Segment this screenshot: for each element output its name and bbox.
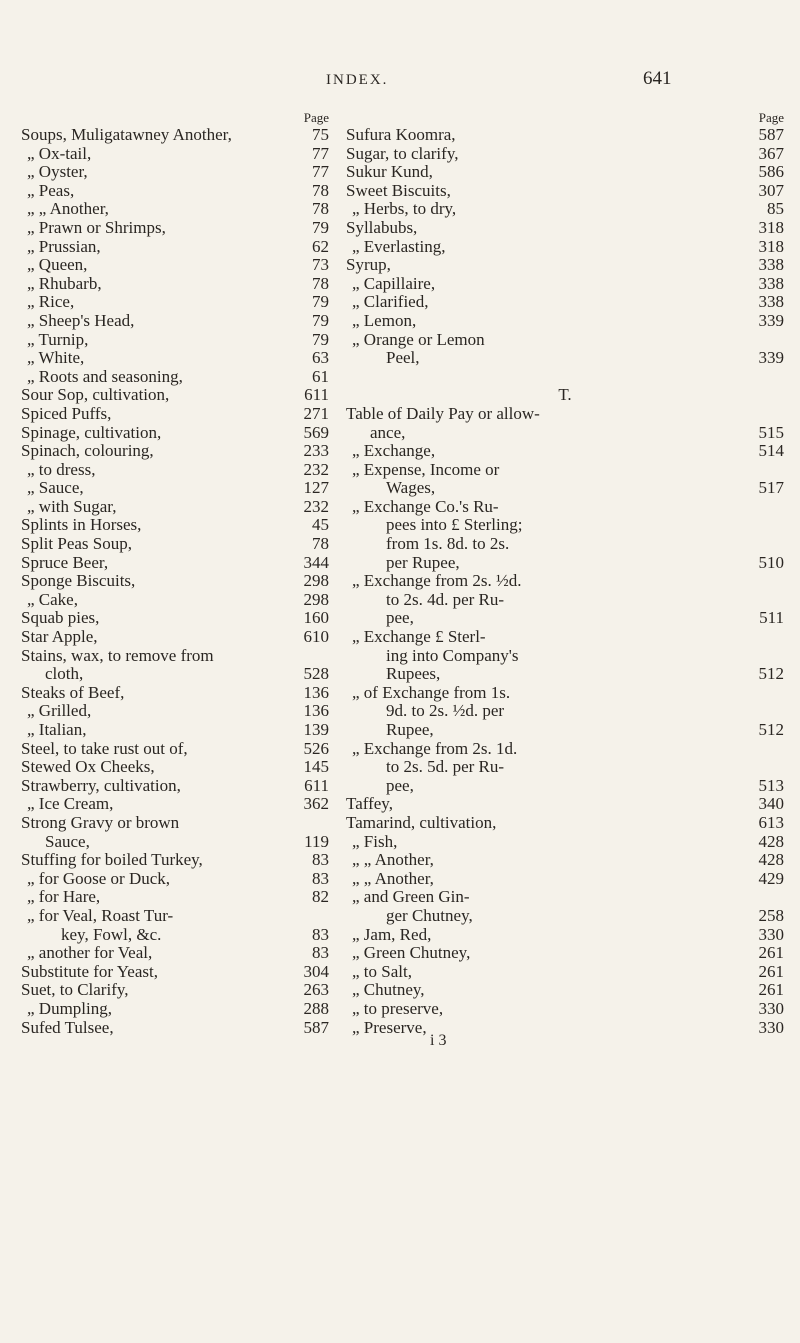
entry-text: „ another for Veal, xyxy=(27,943,153,963)
entry-text: „ Rice, xyxy=(27,292,75,312)
entry-page-number: 85 xyxy=(767,199,784,219)
index-entry xyxy=(346,572,784,591)
index-entry xyxy=(346,331,784,350)
entry-page-number: 330 xyxy=(758,1017,784,1037)
index-entry xyxy=(346,628,784,647)
entry-page-number: 63 xyxy=(312,348,329,368)
section-letter xyxy=(346,386,784,405)
entry-page-number: 73 xyxy=(312,255,329,275)
entry-text: ance, xyxy=(370,422,406,442)
index-entry xyxy=(21,758,329,777)
index-entry xyxy=(21,870,329,889)
index-entry xyxy=(346,591,784,610)
index-entry xyxy=(21,498,329,517)
entry-text: Sour Sop, cultivation, xyxy=(21,385,170,405)
index-entry xyxy=(21,479,329,498)
index-entry xyxy=(346,461,784,480)
index-entry xyxy=(21,200,329,219)
index-entry xyxy=(21,851,329,870)
entry-page-number: 613 xyxy=(758,812,784,832)
entry-text: „ Prussian, xyxy=(27,236,101,256)
index-column-left xyxy=(21,110,329,1037)
index-entry xyxy=(21,814,329,833)
entry-page-number: 82 xyxy=(312,887,329,907)
index-entry xyxy=(346,442,784,461)
index-entry xyxy=(346,238,784,257)
entry-page-number: 78 xyxy=(312,534,329,554)
entry-text: Substitute for Yeast, xyxy=(21,961,158,981)
entry-page-number: 79 xyxy=(312,292,329,312)
entry-page-number: 512 xyxy=(758,720,784,739)
entry-page-number: 367 xyxy=(758,143,784,163)
index-entry xyxy=(346,516,784,535)
entry-page-number: 261 xyxy=(758,980,784,1000)
entry-text: „ Rhubarb, xyxy=(27,273,102,293)
entry-page-number: 61 xyxy=(312,366,329,386)
entry-page-number: 318 xyxy=(758,217,784,237)
entry-page-number: 78 xyxy=(312,180,329,200)
index-entry xyxy=(346,665,784,684)
entry-page-number: 586 xyxy=(758,162,784,182)
entry-text: Steaks of Beef, xyxy=(21,682,125,702)
entry-text: „ Peas, xyxy=(27,180,75,200)
index-entry xyxy=(21,386,329,405)
index-entry xyxy=(21,126,329,145)
entry-text: Syrup, xyxy=(346,255,391,275)
index-entry xyxy=(21,740,329,759)
entry-text: „ Exchange from 2s. ½d. xyxy=(352,571,522,591)
entry-page-number: 510 xyxy=(758,552,784,572)
entry-text: „ Everlasting, xyxy=(352,236,446,256)
entry-text: Rupees, xyxy=(386,664,441,684)
entry-text: to 2s. 4d. per Ru- xyxy=(386,589,505,609)
index-entry xyxy=(21,1019,329,1038)
index-entry xyxy=(346,981,784,1000)
entry-text: Stains, wax, to remove from xyxy=(21,645,214,665)
entry-page-number: 429 xyxy=(758,868,784,888)
index-entry xyxy=(346,535,784,554)
entry-page-number: 587 xyxy=(758,125,784,144)
index-entry xyxy=(21,331,329,350)
index-entry xyxy=(346,758,784,777)
index-entry xyxy=(346,1000,784,1019)
index-entry xyxy=(346,777,784,796)
index-entry xyxy=(346,851,784,870)
index-entry xyxy=(346,200,784,219)
entry-text: „ Herbs, to dry, xyxy=(352,199,457,219)
entry-page-number: 362 xyxy=(303,794,329,814)
entry-page-number: 83 xyxy=(312,850,329,870)
index-entry xyxy=(21,516,329,535)
index-entry xyxy=(21,368,329,387)
entry-text: „ „ Another, xyxy=(27,199,109,219)
index-entry xyxy=(21,647,329,666)
index-entry xyxy=(346,145,784,164)
entry-text: Strong Gravy or brown xyxy=(21,812,180,832)
entry-page-number: 307 xyxy=(758,180,784,200)
index-entry xyxy=(346,293,784,312)
entry-page-number: 232 xyxy=(303,459,329,479)
entry-text: „ Preserve, xyxy=(352,1017,427,1037)
index-entry xyxy=(21,888,329,907)
index-entry xyxy=(346,907,784,926)
entry-page-number: 339 xyxy=(758,310,784,330)
index-entry xyxy=(21,293,329,312)
entry-text: „ to dress, xyxy=(27,459,96,479)
page-column-label: Page xyxy=(758,110,784,125)
entry-text: per Rupee, xyxy=(386,552,460,572)
running-title: INDEX. xyxy=(326,72,389,88)
entry-text: Squab pies, xyxy=(21,608,100,628)
entry-text: „ „ Another, xyxy=(352,850,434,870)
index-entry xyxy=(346,312,784,331)
entry-page-number: 611 xyxy=(304,385,329,405)
entry-text: „ and Green Gin- xyxy=(352,887,470,907)
index-entry xyxy=(21,981,329,1000)
entry-text: key, Fowl, &c. xyxy=(61,924,162,944)
entry-page-number: 83 xyxy=(312,924,329,944)
index-entry xyxy=(346,702,784,721)
index-entry xyxy=(21,554,329,573)
entry-text: pees into £ Sterling; xyxy=(386,515,523,535)
index-entry xyxy=(21,684,329,703)
entry-text: to 2s. 5d. per Ru- xyxy=(386,757,505,777)
entry-text: Star Apple, xyxy=(21,627,98,647)
index-entry xyxy=(21,628,329,647)
entry-page-number: 338 xyxy=(758,292,784,312)
index-entry xyxy=(346,405,784,424)
entry-text: Peel, xyxy=(386,348,420,368)
entry-page-number: 528 xyxy=(303,664,329,684)
entry-page-number: 145 xyxy=(303,757,329,777)
entry-text: Sponge Biscuits, xyxy=(21,571,136,591)
entry-text: „ to preserve, xyxy=(352,998,444,1018)
entry-page-number: 318 xyxy=(758,236,784,256)
entry-page-number: 517 xyxy=(758,478,784,498)
index-entry xyxy=(346,219,784,238)
entry-text: Sweet Biscuits, xyxy=(346,180,451,200)
entry-text: Spruce Beer, xyxy=(21,552,109,572)
entry-text: Sufura Koomra, xyxy=(346,125,456,144)
index-entry xyxy=(21,442,329,461)
entry-text: „ Ice Cream, xyxy=(27,794,114,814)
page-header xyxy=(0,68,800,96)
entry-text: „ „ Another, xyxy=(352,868,434,888)
entry-page-number: 127 xyxy=(303,478,329,498)
entry-text: T. xyxy=(558,385,572,405)
entry-text: „ Ox-tail, xyxy=(27,143,92,163)
entry-text: „ Orange or Lemon xyxy=(352,329,485,349)
index-entry xyxy=(21,256,329,275)
entry-page-number: 79 xyxy=(312,217,329,237)
entry-text: pee, xyxy=(386,608,414,628)
entry-page-number: 77 xyxy=(312,143,329,163)
entry-text: „ Exchange from 2s. 1d. xyxy=(352,738,518,758)
entry-text: Split Peas Soup, xyxy=(21,534,132,554)
index-entry xyxy=(21,275,329,294)
entry-text: „ Exchange Co.'s Ru- xyxy=(352,496,499,516)
index-entry xyxy=(21,405,329,424)
entry-page-number: 610 xyxy=(303,627,329,647)
index-entry xyxy=(346,1019,784,1038)
entry-page-number: 232 xyxy=(303,496,329,516)
entry-page-number: 330 xyxy=(758,998,784,1018)
entry-page-number: 79 xyxy=(312,310,329,330)
entry-page-number: 513 xyxy=(758,775,784,795)
entry-page-number: 587 xyxy=(303,1017,329,1037)
entry-text: ing into Company's xyxy=(386,645,519,665)
entry-text: „ Cake, xyxy=(27,589,78,609)
entry-text: „ White, xyxy=(27,348,85,368)
index-entry xyxy=(346,814,784,833)
entry-page-number: 340 xyxy=(758,794,784,814)
entry-text: cloth, xyxy=(45,664,84,684)
entry-page-number: 271 xyxy=(303,403,329,423)
entry-text: „ for Hare, xyxy=(27,887,101,907)
entry-page-number: 514 xyxy=(758,441,784,461)
entry-text: „ Exchange £ Sterl- xyxy=(352,627,486,647)
entry-text: „ with Sugar, xyxy=(27,496,117,516)
entry-page-number: 119 xyxy=(304,831,329,851)
index-entry xyxy=(346,833,784,852)
entry-text: „ Lemon, xyxy=(352,310,417,330)
entry-text: „ Chutney, xyxy=(352,980,425,1000)
entry-text: „ Sheep's Head, xyxy=(27,310,135,330)
entry-text: „ Expense, Income or xyxy=(352,459,500,479)
entry-page-number: 62 xyxy=(312,236,329,256)
index-entry xyxy=(346,740,784,759)
page-number: 641 xyxy=(643,68,672,89)
index-entry xyxy=(346,609,784,628)
entry-page-number: 511 xyxy=(759,608,784,628)
index-entry xyxy=(346,126,784,145)
index-entry xyxy=(21,609,329,628)
entry-page-number: 298 xyxy=(303,589,329,609)
entry-text: „ for Veal, Roast Tur- xyxy=(27,905,174,925)
entry-page-number: 261 xyxy=(758,943,784,963)
entry-text: Sauce, xyxy=(45,831,90,851)
entry-page-number: 136 xyxy=(303,701,329,721)
entry-page-number: 139 xyxy=(303,720,329,739)
index-entry xyxy=(21,665,329,684)
entry-text: ger Chutney, xyxy=(386,905,473,925)
entry-text: „ Fish, xyxy=(352,831,398,851)
entry-text: „ to Salt, xyxy=(352,961,412,981)
index-entry xyxy=(346,349,784,368)
entry-page-number: 45 xyxy=(312,515,329,535)
entry-text: Steel, to take rust out of, xyxy=(21,738,188,758)
entry-text: Sugar, to clarify, xyxy=(346,143,459,163)
index-entry xyxy=(21,926,329,945)
index-entry xyxy=(21,461,329,480)
index-entry xyxy=(346,647,784,666)
index-entry xyxy=(346,684,784,703)
index-entry xyxy=(346,498,784,517)
index-entry xyxy=(21,572,329,591)
entry-text: „ Green Chutney, xyxy=(352,943,471,963)
entry-page-number: 233 xyxy=(303,441,329,461)
index-entry xyxy=(346,926,784,945)
entry-text: Tamarind, cultivation, xyxy=(346,812,497,832)
entry-text: „ Jam, Red, xyxy=(352,924,432,944)
index-entry xyxy=(21,219,329,238)
entry-text: 9d. to 2s. ½d. per xyxy=(386,701,505,721)
entry-text: Strawberry, cultivation, xyxy=(21,775,181,795)
entry-text: „ Dumpling, xyxy=(27,998,112,1018)
entry-page-number: 339 xyxy=(758,348,784,368)
index-entry xyxy=(346,721,784,740)
entry-page-number: 428 xyxy=(758,831,784,851)
entry-text: „ Roots and seasoning, xyxy=(27,366,183,386)
entry-page-number: 512 xyxy=(758,664,784,684)
signature-mark: i 3 xyxy=(430,1032,447,1049)
entry-page-number: 83 xyxy=(312,943,329,963)
index-entry xyxy=(21,777,329,796)
entry-page-number: 83 xyxy=(312,868,329,888)
entry-page-number: 136 xyxy=(303,682,329,702)
entry-text: „ Italian, xyxy=(27,720,87,739)
entry-page-number: 78 xyxy=(312,273,329,293)
index-entry xyxy=(346,424,784,443)
entry-text: Spinage, cultivation, xyxy=(21,422,162,442)
entry-text: Spinach, colouring, xyxy=(21,441,154,461)
entry-text: „ Turnip, xyxy=(27,329,89,349)
entry-text: Suet, to Clarify, xyxy=(21,980,129,1000)
page-column-label: Page xyxy=(303,110,329,125)
entry-text: Table of Daily Pay or allow- xyxy=(346,403,540,423)
entry-page-number: 338 xyxy=(758,255,784,275)
entry-page-number: 515 xyxy=(758,422,784,442)
entry-page-number: 330 xyxy=(758,924,784,944)
index-entry xyxy=(346,163,784,182)
entry-text: „ Exchange, xyxy=(352,441,436,461)
index-entry xyxy=(346,182,784,201)
entry-text: Taffey, xyxy=(346,794,393,814)
entry-text: Soups, Muligatawney Another, xyxy=(21,125,232,144)
index-entry xyxy=(21,721,329,740)
entry-page-number: 261 xyxy=(758,961,784,981)
index-entry xyxy=(346,256,784,275)
entry-page-number: 160 xyxy=(303,608,329,628)
entry-page-number: 78 xyxy=(312,199,329,219)
entry-text: „ Queen, xyxy=(27,255,88,275)
entry-page-number: 263 xyxy=(303,980,329,1000)
entry-page-number: 75 xyxy=(312,125,329,144)
entry-text: from 1s. 8d. to 2s. xyxy=(386,534,510,554)
index-entry xyxy=(21,238,329,257)
index-entry xyxy=(21,907,329,926)
entry-page-number: 428 xyxy=(758,850,784,870)
entry-text: „ Oyster, xyxy=(27,162,88,182)
index-entry xyxy=(346,888,784,907)
entry-text: Rupee, xyxy=(386,720,434,739)
entry-page-number: 344 xyxy=(303,552,329,572)
index-entry xyxy=(21,163,329,182)
entry-page-number: 569 xyxy=(303,422,329,442)
entry-text: „ of Exchange from 1s. xyxy=(352,682,511,702)
entry-text: „ Grilled, xyxy=(27,701,92,721)
entry-page-number: 526 xyxy=(303,738,329,758)
entry-page-number: 288 xyxy=(303,998,329,1018)
index-entry xyxy=(346,963,784,982)
entry-text: „ Sauce, xyxy=(27,478,84,498)
entry-text: Stuffing for boiled Turkey, xyxy=(21,850,203,870)
index-entry xyxy=(21,944,329,963)
entry-text: pee, xyxy=(386,775,414,795)
entry-text: Wages, xyxy=(386,478,436,498)
index-entry xyxy=(21,702,329,721)
entry-text: „ Capillaire, xyxy=(352,273,436,293)
index-entry xyxy=(21,145,329,164)
index-entry xyxy=(21,349,329,368)
entry-text: Splints in Horses, xyxy=(21,515,142,535)
index-entry xyxy=(21,963,329,982)
index-entry xyxy=(21,795,329,814)
index-entry xyxy=(346,368,784,387)
entry-text: „ for Goose or Duck, xyxy=(27,868,171,888)
index-column-right xyxy=(346,110,784,1037)
index-entry xyxy=(21,591,329,610)
entry-text: „ Clarified, xyxy=(352,292,429,312)
index-entry xyxy=(21,833,329,852)
entry-text: Syllabubs, xyxy=(346,217,418,237)
index-entry xyxy=(346,479,784,498)
index-entry xyxy=(346,275,784,294)
entry-page-number: 304 xyxy=(303,961,329,981)
entry-page-number: 79 xyxy=(312,329,329,349)
index-entry xyxy=(346,870,784,889)
index-entry xyxy=(21,1000,329,1019)
index-entry xyxy=(346,944,784,963)
entry-text: Stewed Ox Cheeks, xyxy=(21,757,155,777)
entry-text: Sufed Tulsee, xyxy=(21,1017,114,1037)
entry-page-number: 298 xyxy=(303,571,329,591)
entry-text: „ Prawn or Shrimps, xyxy=(27,217,166,237)
index-entry xyxy=(21,182,329,201)
entry-page-number: 258 xyxy=(758,905,784,925)
entry-page-number: 611 xyxy=(304,775,329,795)
index-entry xyxy=(21,424,329,443)
index-entry xyxy=(21,312,329,331)
index-entry xyxy=(21,535,329,554)
entry-text: Spiced Puffs, xyxy=(21,403,112,423)
index-entry xyxy=(346,554,784,573)
entry-text: Sukur Kund, xyxy=(346,162,433,182)
entry-page-number: 338 xyxy=(758,273,784,293)
index-entry xyxy=(346,795,784,814)
entry-page-number: 77 xyxy=(312,162,329,182)
